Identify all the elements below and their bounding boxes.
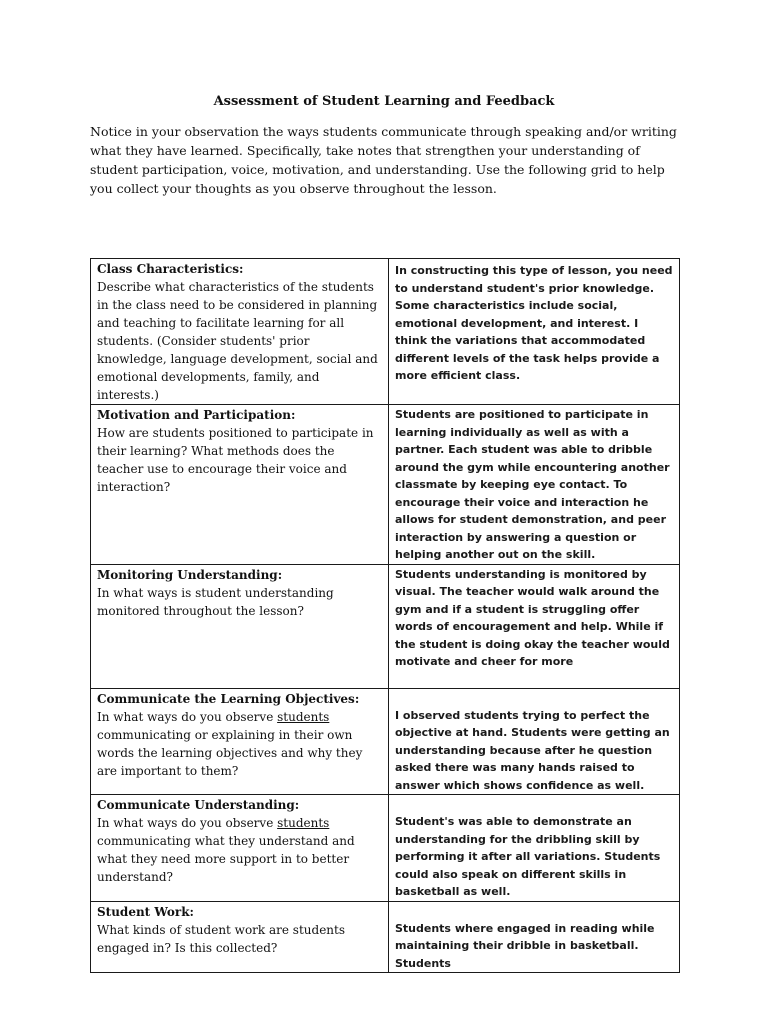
table-row [91,405,680,565]
page-title: Assessment of Student Learning and Feedback [213,94,555,109]
row-title: Motivation and Participation: [97,408,296,422]
row-prompt-end: communicating or explaining in their own words the learning objectives and why they are important to them? [97,727,363,778]
row-prompt-start: In what ways do you observe [97,709,278,724]
row-answer: Student's was able to demonstrate an understanding for the dribbling skill by performing it after all variations. Students could also speak on different skills in basketball as well. [395,815,661,898]
question-cell [91,688,389,795]
row-answer: In constructing this type of lesson, you need to understand student's prior knowledge. Some characteristics include social, emotional development, and interest. I think the variations that accommodated different levels of the task helps provide a more efficient class. [395,264,673,382]
row-title: Monitoring Understanding: [97,567,283,582]
question-cell [91,795,389,902]
table-row [91,688,680,795]
question-cell [91,405,389,565]
row-prompt-start: In what ways do you observe [97,816,278,830]
answer-cell [389,564,680,688]
intro-paragraph: Notice in your observation the ways students communicate through speaking and/or writing what they have learned. Specifically, take notes that strengthen your understanding of student participation, voice, motivation, and understanding. Use the following grid to help you collect your thoughts as you observe throughout the lesson. [90,124,677,196]
question-cell [91,564,389,688]
observation-grid [90,258,680,973]
answer-cell [389,795,680,902]
question-cell [91,259,389,405]
row-answer: Students where engaged in reading while maintaining their dribble in basketball. Students [395,921,655,970]
answer-cell [389,405,680,565]
row-title: Communicate Understanding: [97,798,300,812]
table-row [91,564,680,688]
answer-cell [389,259,680,405]
row-prompt: Describe what characteristics of the students in the class need to be considered in planning and teaching to facilitate learning for all students. (Consider students' prior knowledge, language development, social and emotional developments, family, and interests.) [97,280,378,402]
row-prompt: What kinds of student work are students engaged in? Is this collected? [97,922,346,955]
answer-cell [389,901,680,973]
answer-cell [389,688,680,795]
row-answer: I observed students trying to perfect the objective at hand. Students were getting an understanding because after he question asked there was many hands raised to answer which shows confidence as well. [395,708,670,792]
question-cell [91,901,389,973]
row-prompt: How are students positioned to participate in their learning? What methods does the teacher use to encourage their voice and interaction? [97,426,374,494]
row-prompt-underlined: students [277,709,330,724]
table-row [91,901,680,973]
row-answer: Students understanding is monitored by visual. The teacher would walk around the gym and if a student is struggling offer words of encouragement and help. While if the student is doing okay the teacher would motivate and cheer for more [395,567,670,668]
row-prompt: In what ways is student understanding monitored throughout the lesson? [97,585,334,618]
row-title: Student Work: [97,904,194,919]
table-row [91,259,680,405]
table-row [91,795,680,902]
row-title: Class Characteristics: [97,262,244,276]
row-title: Communicate the Learning Objectives: [97,691,360,706]
row-answer: Students are positioned to participate in learning individually as well as with a partner. Each student was able to dribble around the gym while encountering another classmate by keeping eye contact. To encourage their voice and interaction he allows for student demonstration, and peer interaction by answering a question or helping another out on the skill. [395,408,670,561]
row-prompt-underlined: students [277,816,330,830]
row-prompt-end: communicating what they understand and what they need more support in to better understand? [97,834,355,884]
